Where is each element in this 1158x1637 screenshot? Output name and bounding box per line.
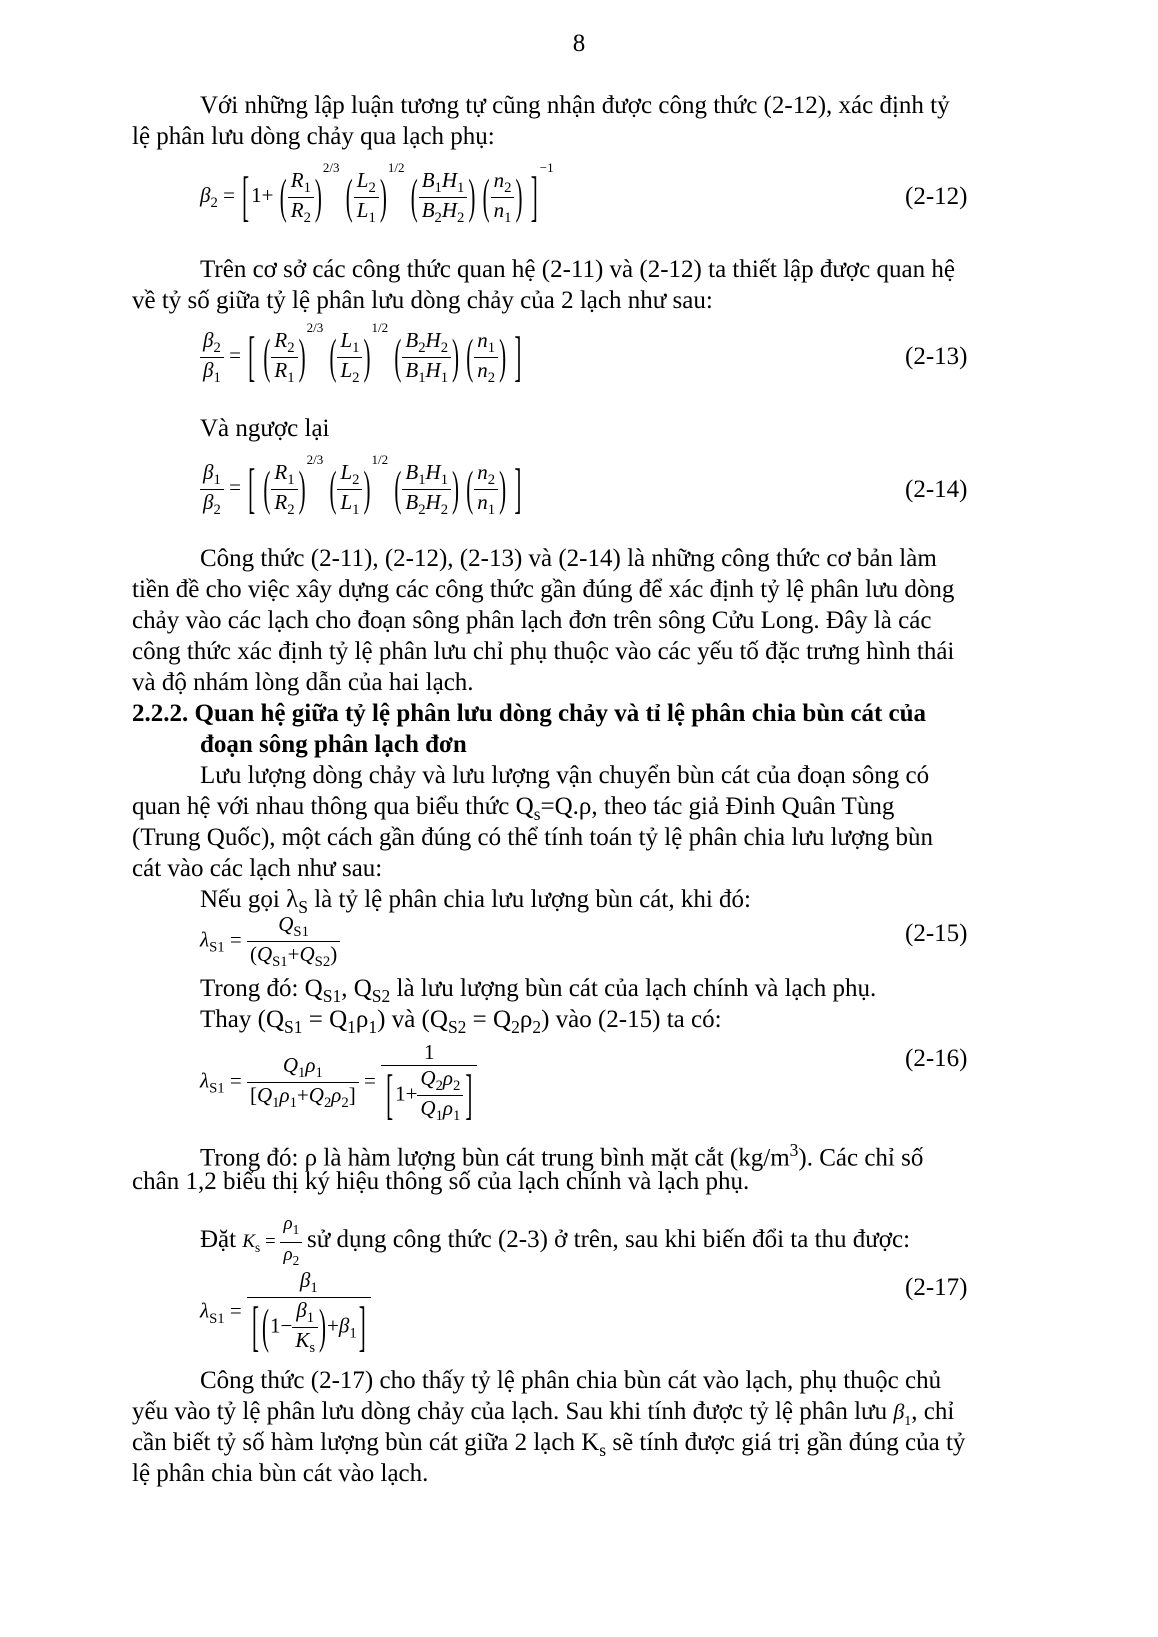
equation-2-13: $\frac{\beta_2}{\beta_1}$ = [ ( $\frac{R_2}{R_1}$ )$^{2/3}$ ( $\frac{L_1}{L_2}$ )$^{1/2}$ ( $\frac{B_2H_2}{B_1H_1}$ ) ( $\frac{n_1}{n_2}$ ) ] (200, 320, 523, 387)
equation-2-16: $\lambda_{S1}$ = $\frac{Q_1\rho_1}{[Q_1\rho_1+Q_2\rho_2]}$ = 1 [1+ $\frac{Q_2\rho_2}{Q_1\rho_1}$ ] (200, 1040, 477, 1125)
paragraph-line: cần biết tỷ số hàm lượng bùn cát giữa 2 lạch $K_s$ sẽ tính được giá trị gần đúng của tỷ (132, 1429, 966, 1460)
paragraph-line: lệ phân lưu dòng chảy qua lạch phụ: (132, 123, 495, 150)
equation-number: (2-17) (905, 1274, 968, 1301)
paragraph-line: tiền đề cho việc xây dựng các công thức gần đúng để xác định tỷ lệ phân lưu dòng (132, 576, 955, 603)
paragraph-line: Lưu lượng dòng chảy và lưu lượng vận chuyển bùn cát của đoạn sông có (200, 762, 930, 789)
paragraph-line: chảy vào các lạch cho đoạn sông phân lạch đơn trên sông Cửu Long. Đây là các (132, 607, 932, 634)
equation-number: (2-13) (905, 343, 968, 370)
paragraph-line: công thức xác định tỷ lệ phân lưu chỉ phụ thuộc vào các yếu tố đặc trưng hình thái (132, 638, 955, 665)
paragraph-line: Và ngược lại (200, 415, 330, 442)
paragraph-line: Trên cơ sở các công thức quan hệ (2-11) và (2-12) ta thiết lập được quan hệ (200, 256, 955, 283)
section-heading: 2.2.2. Quan hệ giữa tỷ lệ phân lưu dòng chảy và tỉ lệ phân chia bùn cát của (132, 700, 927, 727)
paragraph-line: cát vào các lạch như sau: (132, 855, 383, 882)
paragraph-line: quan hệ với nhau thông qua biểu thức $Q_s=Q.\rho$, theo tác giả Đinh Quân Tùng (132, 793, 895, 824)
paragraph-line: Nếu gọi $\lambda_S$ là tỷ lệ phân chia lưu lượng bùn cát, khi đó: (200, 886, 751, 917)
paragraph-line: yếu vào tỷ lệ phân lưu dòng chảy của lạch. Sau khi tính được tỷ lệ phân lưu $\beta_1$, chỉ (132, 1398, 955, 1429)
equation-number: (2-12) (905, 183, 968, 210)
paragraph-line: (Trung Quốc), một cách gần đúng có thể tính toán tỷ lệ phân chia lưu lượng bùn (132, 824, 934, 851)
equation-number: (2-15) (905, 920, 968, 947)
paragraph-line: về tỷ số giữa tỷ lệ phân lưu dòng chảy của 2 lạch như sau: (132, 287, 713, 314)
equation-number: (2-14) (905, 476, 968, 503)
paragraph-line: Công thức (2-17) cho thấy tỷ lệ phân chia bùn cát vào lạch, phụ thuộc chủ (200, 1367, 942, 1394)
paragraph-line: Trong đó: ρ là hàm lượng bùn cát trung bình mặt cắt $(kg/m^3)$. Các chỉ số (200, 1140, 924, 1172)
equation-2-17: $\lambda_{S1}$ = $\beta_1$ [ (1− $\frac{\beta_1}{K_s}$ )$+\beta_1$] (200, 1268, 371, 1358)
paragraph-line: Đặt $K_s$ = $\frac{\rho_1}{\rho_2}$ sử dụng công thức (2-3) ở trên, sau khi biến đổi ta thu được: (200, 1213, 911, 1268)
paragraph-line: chân 1,2 biểu thị ký hiệu thông số của lạch chính và lạch phụ. (132, 1168, 750, 1195)
page-number: 8 (572, 30, 586, 57)
paragraph-line: và độ nhám lòng dẫn của hai lạch. (132, 669, 474, 696)
paragraph-line: Trong đó: $Q_{S1}$, $Q_{S2}$ là lưu lượng bùn cát của lạch chính và lạch phụ. (200, 975, 877, 1006)
equation-2-15: $\lambda_{S1}$ = $\frac{Q_{S1}}{(Q_{S1}+Q_{S2})}$ (200, 912, 340, 971)
equation-2-14: $\frac{\beta_1}{\beta_2}$ = [ ( $\frac{R_1}{R_2}$ )$^{2/3}$ ( $\frac{L_2}{L_1}$ )$^{1/2}$ ( $\frac{B_1H_1}{B_2H_2}$ ) ( $\frac{n_2}{n_1}$ ) ] (200, 452, 523, 519)
paragraph-line: Với những lập luận tương tự cũng nhận được công thức (2-12), xác định tỷ (200, 92, 950, 119)
equation-2-12: $\beta_2 = [1+$ ( $\frac{R_1}{R_2}$ )$^{2/3}$ ( $\frac{L_2}{L_1}$ )$^{1/2}$ ( $\frac{B_1H_1}{B_2H_2}$ ) ( $\frac{n_2}{n_1}$ ) ] $^{-1}$ (200, 160, 554, 228)
paragraph-line: Công thức (2-11), (2-12), (2-13) và (2-14) là những công thức cơ bản làm (200, 545, 937, 572)
equation-number: (2-16) (905, 1045, 968, 1072)
paragraph-line: Thay $(Q_{S1} = Q_1\rho_1)$ và $(Q_{S2} = Q_2\rho_2)$ vào (2-15) ta có: (200, 1006, 722, 1037)
section-heading-cont: đoạn sông phân lạch đơn (200, 731, 467, 758)
paragraph-line: lệ phân chia bùn cát vào lạch. (132, 1460, 429, 1487)
